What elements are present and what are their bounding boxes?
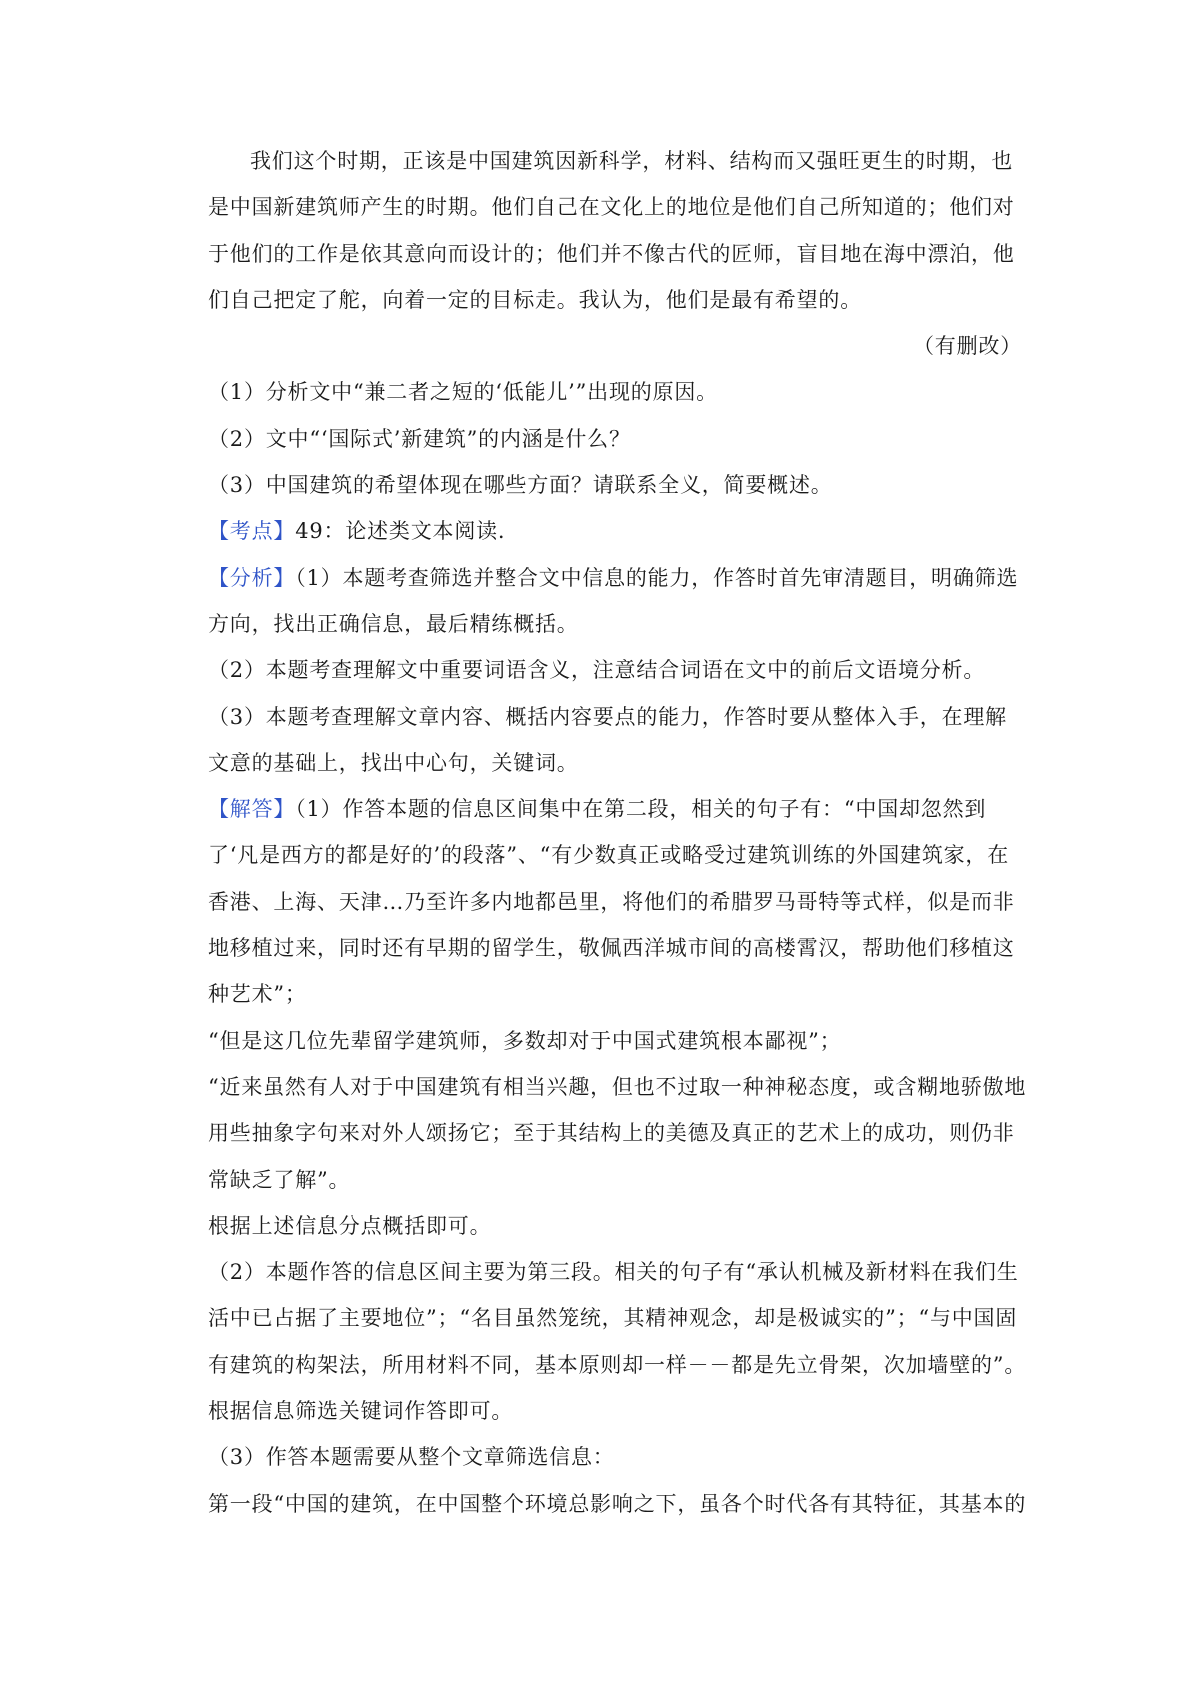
jieda-line-6: （3）作答本题需要从整个文章筛选信息： <box>208 1445 615 1470</box>
question-3: （3）中国建筑的希望体现在哪些方面？请联系全义，简要概述。 <box>208 473 833 498</box>
jieda-section <box>208 786 1028 1017</box>
question-1: （1）分析文中“兼二者之短的‘低能儿’”出现的原因。 <box>208 380 718 405</box>
fenxi-line-2: （2）本题考查理解文中重要词语含义，注意结合词语在文中的前后文语境分析。 <box>208 658 986 683</box>
jieda-line-5: 根据信息筛选关键词作答即可。 <box>208 1399 514 1424</box>
kaodian-tag: 【考点】 <box>208 519 296 544</box>
jieda-line-3: 根据上述信息分点概括即可。 <box>208 1213 492 1238</box>
jieda-line-2: “近来虽然有人对于中国建筑有相当兴趣，但也不过取一种神秘态度，或含糊地骄傲地用些抽象字句来对外人颂扬它；至于其结构上的美德及真正的艺术上的成功，则仍非常缺乏了解”。 <box>208 1074 1027 1192</box>
kaodian-section <box>208 508 1028 554</box>
jieda-tag: 【解答】 <box>208 797 296 822</box>
question-2: （2）文中“‘国际式’新建筑”的内涵是什么？ <box>208 426 631 451</box>
kaodian-text: 49：论述类文本阅读. <box>295 519 506 544</box>
jieda-line-7: 第一段“中国的建筑，在中国整个环境总影响之下，虽各个时代各有其特征，其基本的 <box>208 1491 1027 1516</box>
jieda-line-1: “但是这几位先辈留学建筑师，多数却对于中国式建筑根本鄙视”； <box>208 1028 842 1053</box>
fenxi-line-3: （3）本题考查理解文章内容、概括内容要点的能力，作答时要从整体入手，在理解文意的基础上，找出中心句，关键词。 <box>208 704 1007 775</box>
document-page <box>208 138 1028 1527</box>
jieda-first: （1）作答本题的信息区间集中在第二段，相关的句子有：“中国却忽然到了‘凡是西方的都是好的’的段落”、“有少数真正或略受过建筑训练的外国建筑家，在香港、上海、天津…乃至许多内地都邑里，将他们的希腊罗马哥特等式样，似是而非地移植过来，同时还有早期的留学生，敬佩西洋城市间的高楼霄汉，帮助他们移植这种艺术”； <box>208 797 1015 1007</box>
passage-paragraph: 我们这个时期，正该是中国建筑因新科学，材料、结构而又强旺更生的时期，也是中国新建筑师产生的时期。他们自己在文化上的地位是他们自己所知道的；他们对于他们的工作是依其意向而设计的；他们并不像古代的匠师，盲目地在海中漂泊，他们自己把定了舵，向着一定的目标走。我认为，他们是最有希望的。 <box>208 149 1015 312</box>
edit-note: （有删改） <box>913 334 1022 359</box>
fenxi-line-1: （1）本题考查筛选并整合文中信息的能力，作答时首先审清题目，明确筛选方向，找出正确信息，最后精练概括。 <box>208 565 1019 636</box>
fenxi-section <box>208 555 1028 648</box>
fenxi-tag: 【分析】 <box>208 565 296 590</box>
jieda-line-4: （2）本题作答的信息区间主要为第三段。相关的句子有“承认机械及新材料在我们生活中已占据了主要地位”；“名目虽然笼统，其精神观念，却是极诚实的”；“与中国固有建筑的构架法，所用材料不同，基本原则却一样－－都是先立骨架，次加墙壁的”。 <box>208 1260 1027 1377</box>
